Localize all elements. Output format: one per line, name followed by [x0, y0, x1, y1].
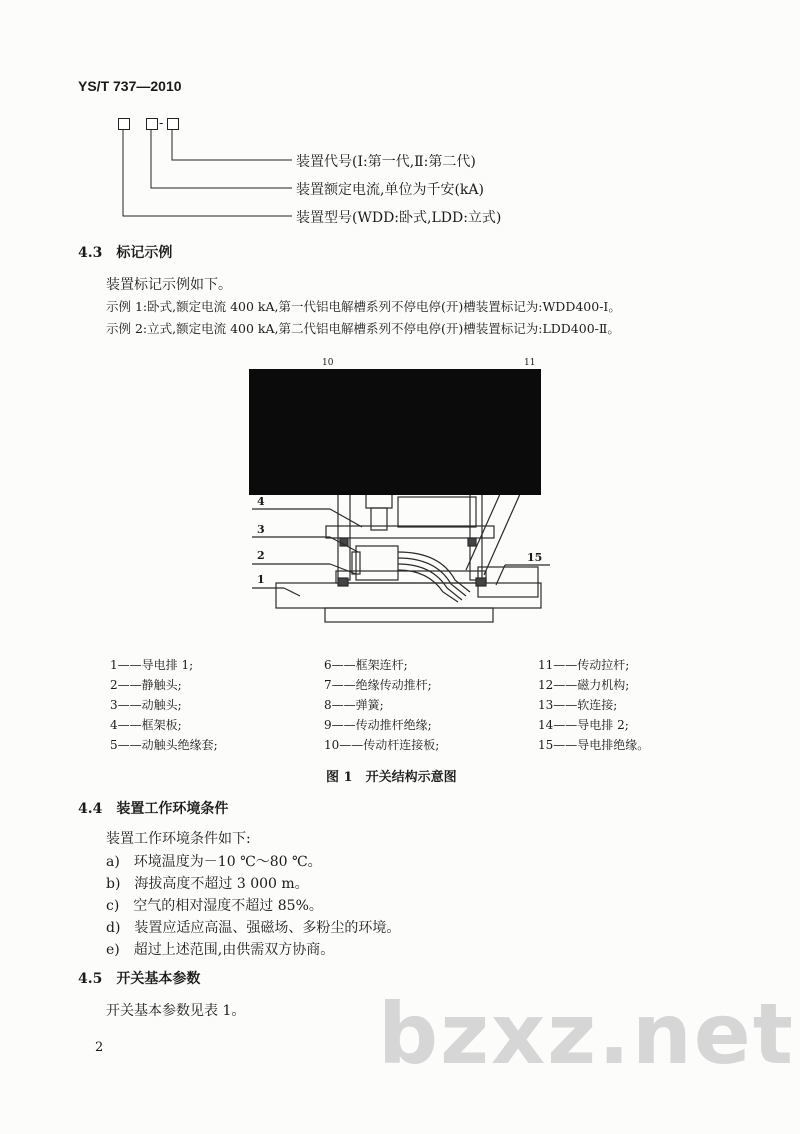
condition-item: c) 空气的相对湿度不超过 85%。: [106, 898, 323, 914]
code-dash: -: [159, 116, 164, 131]
legend-item: 14——导电排 2;: [538, 718, 629, 732]
callout-10: 10: [322, 358, 334, 368]
legend-item: 7——绝缘传动推杆;: [324, 678, 432, 692]
figure-caption: 图 1 开关结构示意图: [326, 770, 457, 785]
legend-item: 4——框架板;: [110, 718, 182, 732]
watermark: bzxz.net: [378, 985, 795, 1083]
legend-item: 12——磁力机构;: [538, 678, 630, 692]
legend-item: 2——静触头;: [110, 678, 182, 692]
code-label-model: 装置型号(WDD:卧式,LDD:立式): [296, 210, 502, 226]
section-4-3-heading: 4.3 标记示例: [78, 245, 173, 261]
condition-item: a) 环境温度为－10 ℃～80 ℃。: [106, 854, 322, 870]
callout-4: 4: [257, 495, 265, 508]
example-2: 示例 2:立式,额定电流 400 kA,第二代铝电解槽系列不停电停(开)槽装置标记为:LDD400-Ⅱ。: [106, 321, 620, 336]
callout-15: 15: [527, 551, 543, 564]
code-label-current: 装置额定电流,单位为千安(kA): [296, 182, 484, 198]
legend-item: 5——动触头绝缘套;: [110, 738, 218, 752]
legend-item: 11——传动拉杆;: [538, 658, 630, 672]
code-label-generation: 装置代号(Ⅰ:第一代,Ⅱ:第二代): [296, 154, 476, 170]
page-number: 2: [95, 1040, 104, 1055]
example-1: 示例 1:卧式,额定电流 400 kA,第一代铝电解槽系列不停电停(开)槽装置标记为:WDD400-Ⅰ。: [106, 299, 621, 314]
legend-item: 15——导电排绝缘。: [538, 738, 650, 752]
callout-1: 1: [257, 573, 265, 586]
legend-item: 3——动触头;: [110, 698, 182, 712]
callout-11: 11: [524, 358, 536, 368]
section-4-5-heading: 4.5 开关基本参数: [78, 971, 201, 987]
legend-item: 8——弹簧;: [324, 698, 384, 712]
legend-item: 9——传动推杆绝缘;: [324, 718, 432, 732]
condition-item: e) 超过上述范围,由供需双方协商。: [106, 942, 335, 958]
callout-3: 3: [257, 523, 265, 536]
callout-2: 2: [257, 549, 265, 562]
legend-item: 1——导电排 1;: [110, 658, 194, 672]
section-4-4-heading: 4.4 装置工作环境条件: [78, 801, 229, 817]
legend-item: 6——框架连杆;: [324, 658, 408, 672]
legend-item: 13——软连接;: [538, 698, 618, 712]
condition-item: b) 海拔高度不超过 3 000 m。: [106, 876, 309, 892]
legend-item: 10——传动杆连接板;: [324, 738, 440, 752]
section-4-3-intro: 装置标记示例如下。: [106, 277, 232, 293]
section-4-4-intro: 装置工作环境条件如下:: [106, 831, 251, 847]
condition-item: d) 装置应适应高温、强磁场、多粉尘的环境。: [106, 920, 401, 936]
section-4-5-intro: 开关基本参数见表 1。: [106, 1003, 246, 1019]
standard-number: YS/T 737—2010: [78, 78, 182, 94]
